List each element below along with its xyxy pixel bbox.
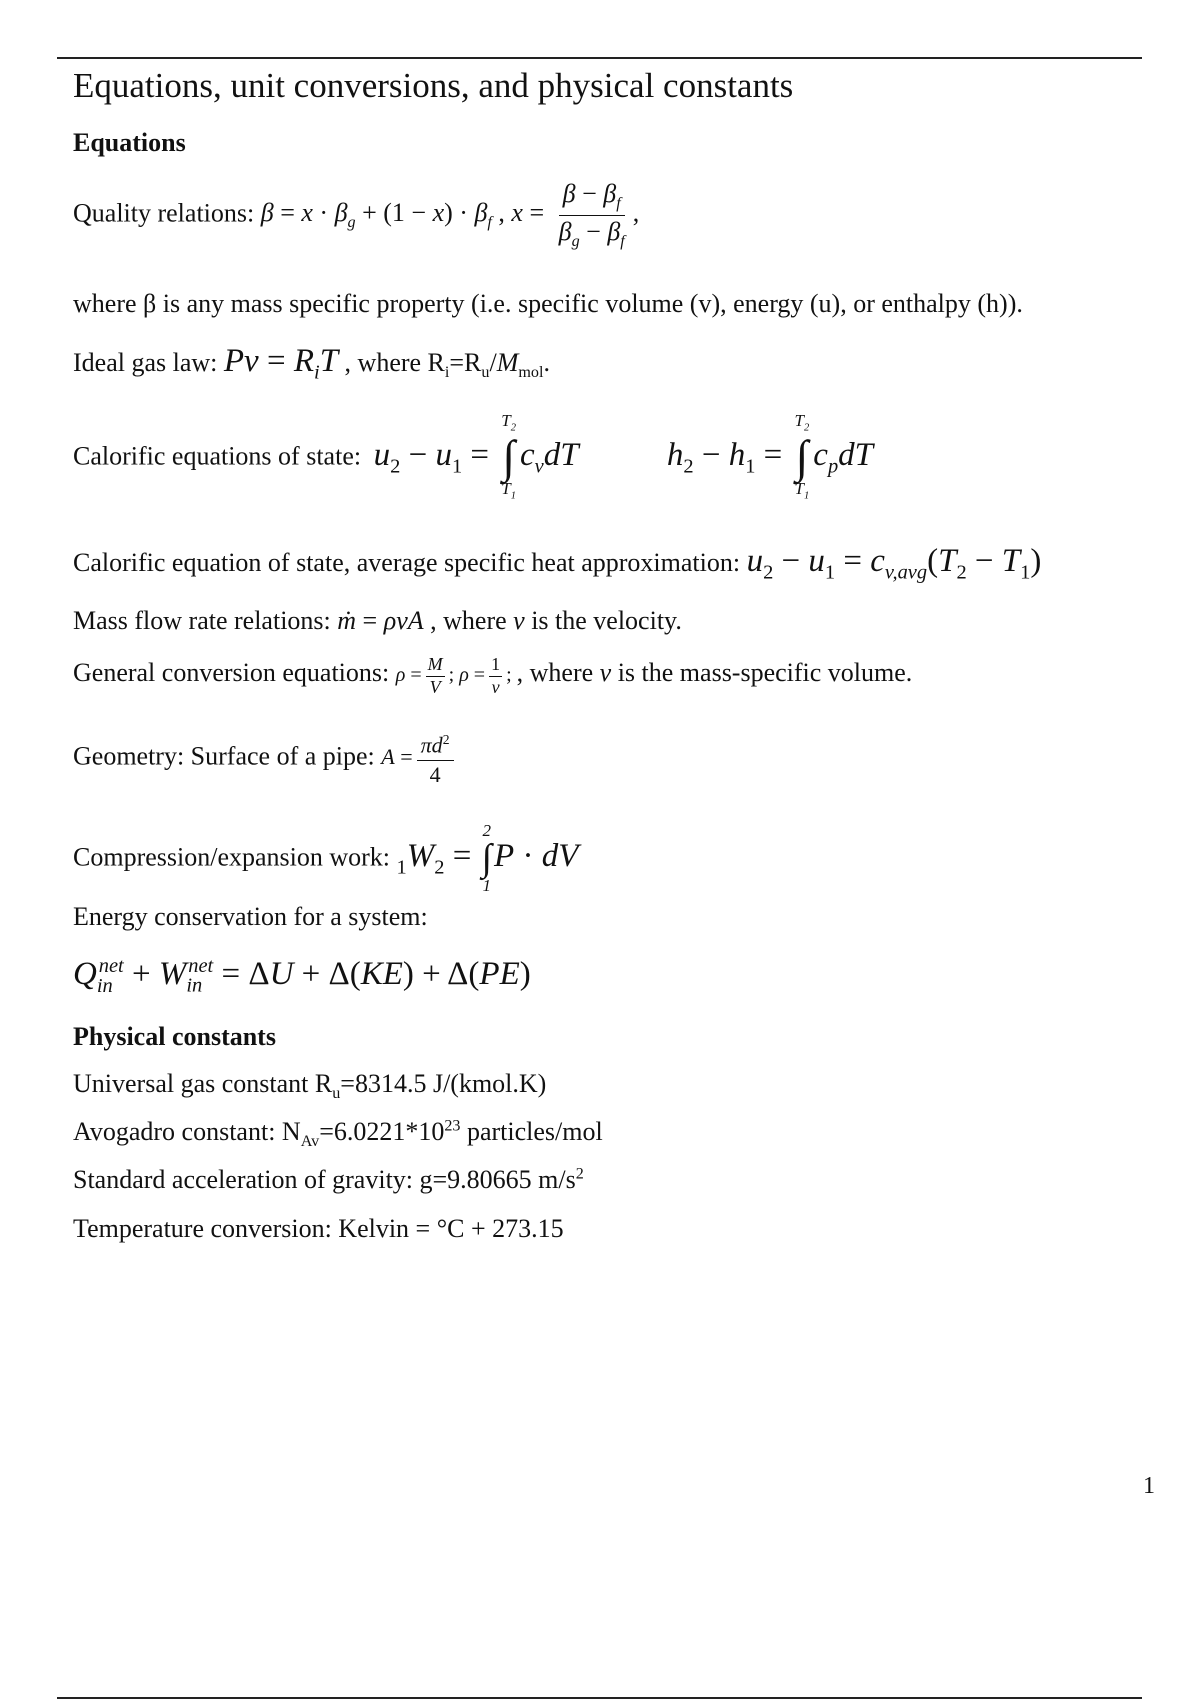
page-number: 1 xyxy=(1143,1473,1155,1499)
bottom-rule xyxy=(57,1697,1142,1699)
ideal-gas-where: , where R xyxy=(344,348,445,377)
ideal-gas-equation: $Pv = R_iT$ xyxy=(223,343,339,384)
mass-flow-equation: ṁ = ρvA xyxy=(337,606,424,635)
conversion-label: General conversion equations: xyxy=(73,657,390,687)
energy-conservation-equation: $Q_{in}^{net} + W_{in}^{net} = \Delta U + \Delta(KE) + \Delta(PE)$ xyxy=(73,955,531,997)
geometry-equation: A = $\frac{\pi d^2}{4}$ xyxy=(381,744,457,769)
geometry-label: Geometry: Surface of a pipe: xyxy=(73,741,375,771)
document-page xyxy=(73,66,1143,158)
ideal-gas-rest: =R xyxy=(449,348,482,377)
quality-relations xyxy=(73,180,639,251)
top-rule xyxy=(57,57,1142,59)
quality-fraction: $\frac{\beta - \beta_f}{\beta_g - \beta_f}$ xyxy=(558,179,625,251)
calorific-h-equation: $h_2 - h_1$ = $T_2$ ∫ $T_1$ $c_pdT$ xyxy=(666,411,874,502)
conversion-equation: ρ = $\frac{M}{V}$ ; ρ = $\frac{1}{v}$ ; xyxy=(395,654,517,697)
mass-flow-relations: Mass flow rate relations: ṁ = ρvA , where v is the velocity. xyxy=(73,606,682,635)
work-equation: $_1W_2$ = 2 ∫ 1 P · dV xyxy=(396,821,579,895)
calorific-equations xyxy=(73,412,873,502)
constant-temperature: Temperature conversion: Kelvin = °C + 273.15 xyxy=(73,1214,564,1243)
conversion-equations: General conversion equations: ρ = $\frac{M}{V}$ ; ρ = $\frac{1}{v}$ ; , where v is the mass-specific volume. xyxy=(73,654,913,697)
constant-avogadro: Avogadro constant: $N_{Av}=6.0221*10^{23}$ particles/mol xyxy=(73,1117,603,1151)
page-title: Equations, unit conversions, and physical constants xyxy=(73,66,794,105)
ideal-gas-law: Ideal gas law: $Pv = R_iT$ , where $R_i=R_u/M_{mol}$. xyxy=(73,343,550,384)
mass-flow-label: Mass flow rate relations: xyxy=(73,606,331,635)
calorific-u-equation: $u_2 - u_1$ = $T_2$ ∫ $T_1$ $c_vdT$ xyxy=(373,411,579,502)
mass-flow-where: , where xyxy=(430,606,507,635)
mass-flow-rest: is the velocity. xyxy=(531,606,682,635)
work-label: Compression/expansion work: xyxy=(73,842,391,872)
constants-heading: Physical constants xyxy=(73,1022,276,1051)
calorific-label: Calorific equations of state: xyxy=(73,441,362,471)
compression-work xyxy=(73,822,578,894)
conversion-where: , where xyxy=(516,657,594,687)
energy-conservation-label: Energy conservation for a system: xyxy=(73,902,428,931)
conversion-rest: is the mass-specific volume. xyxy=(617,657,913,687)
constant-gravity: Standard acceleration of gravity: g=9.80665 $m/s^2$ xyxy=(73,1165,584,1194)
calorific-avg-equation: $u_2 - u_1 = c_{v,avg}(T_2 - T_1)$ xyxy=(746,543,1042,584)
equations-heading: Equations xyxy=(73,128,186,157)
quality-label: Quality relations: xyxy=(73,198,255,228)
constant-gas: Universal gas constant $R_u=8314.5$ J/(kmol.K) xyxy=(73,1069,547,1103)
calorific-avg-label: Calorific equation of state, average specific heat approximation: xyxy=(73,548,741,577)
quality-note: where β is any mass specific property (i.e. specific volume (v), energy (u), or enthalpy (h)). xyxy=(73,289,1023,318)
ideal-gas-label: Ideal gas law: xyxy=(73,348,218,377)
geometry-pipe xyxy=(73,732,458,787)
calorific-average xyxy=(73,543,1041,585)
quality-equation: $\beta = x \cdot \beta_g + (1 - x) \cdot \beta_f$ , x = $\frac{\beta - \beta_f}{\beta_g - \beta_f}$ , xyxy=(260,179,640,251)
